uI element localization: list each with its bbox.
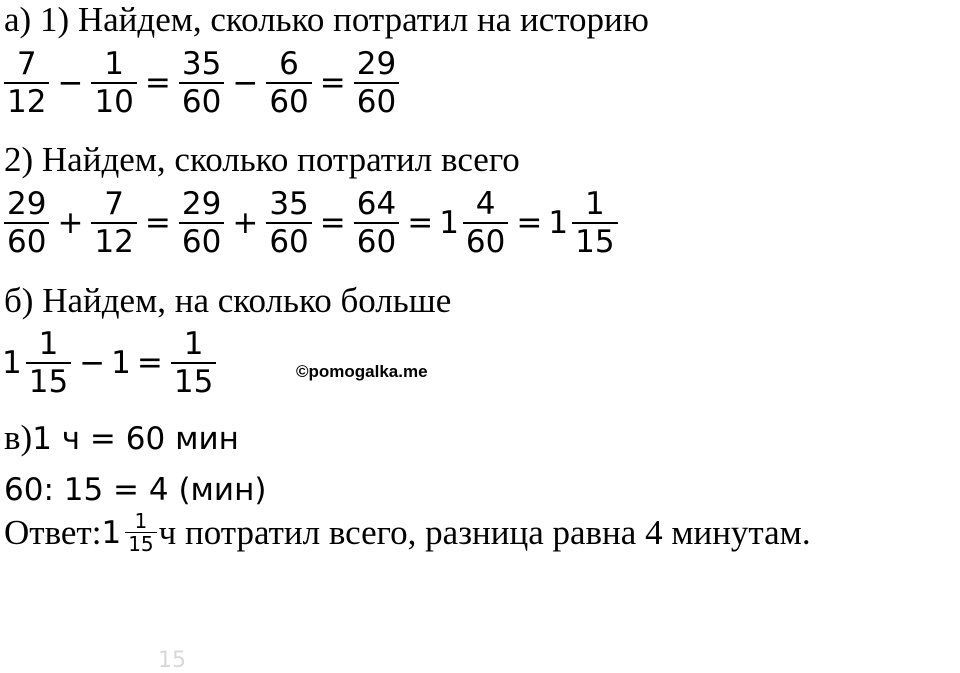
answer-fraction-numerator: 1	[134, 509, 148, 533]
page-number: 15	[158, 648, 186, 673]
answer-fraction	[125, 510, 156, 555]
fraction	[463, 186, 508, 260]
math-operator: +	[57, 205, 84, 241]
fraction-numerator: 29	[356, 46, 397, 82]
mixed-number-integer: 1	[2, 345, 22, 381]
fraction	[266, 186, 311, 260]
heading-part-a2: 2) Найдем, сколько потратил всего	[4, 140, 520, 179]
fraction-numerator: 1	[104, 46, 125, 82]
equation-total-time	[2, 186, 620, 260]
math-operator: +	[232, 205, 259, 241]
fraction	[26, 326, 71, 400]
math-operator: =	[407, 205, 434, 241]
fraction-numerator: 6	[279, 46, 299, 82]
fraction-numerator: 1	[183, 326, 204, 362]
equation-difference	[2, 326, 218, 400]
mixed-number-integer: 1	[548, 205, 569, 241]
fraction-numerator: 29	[7, 186, 47, 222]
fraction-denominator: 12	[4, 82, 49, 120]
fraction	[179, 46, 224, 120]
answer-prefix: Ответ:	[4, 512, 102, 552]
fraction-numerator: 35	[181, 46, 222, 82]
fraction	[354, 186, 399, 260]
fraction	[4, 186, 49, 260]
fraction-numerator: 4	[475, 186, 496, 222]
fraction-denominator: 60	[4, 222, 49, 260]
fraction	[91, 46, 136, 120]
math-operator: =	[136, 345, 163, 381]
math-operator: −	[57, 65, 84, 101]
fraction	[354, 46, 399, 120]
answer-suffix: ч потратил всего, разница равна 4 минутам.	[158, 512, 811, 552]
line-division: 60: 15 = 4 (мин)	[4, 472, 267, 508]
fraction	[572, 186, 617, 260]
math-number: 1	[111, 345, 131, 381]
fraction	[4, 46, 49, 120]
math-operator: −	[79, 345, 106, 381]
math-operator: =	[144, 205, 171, 241]
fraction	[91, 186, 136, 260]
equation-history-time	[2, 46, 401, 120]
fraction-denominator: 60	[179, 222, 224, 260]
fraction	[266, 46, 311, 120]
fraction-denominator: 60	[266, 82, 311, 120]
answer-fraction-denominator: 15	[125, 532, 156, 555]
heading-part-b: б) Найдем, на сколько больше	[4, 281, 452, 320]
fraction-numerator: 29	[181, 186, 222, 222]
fraction-denominator: 60	[266, 222, 311, 260]
math-operator: =	[319, 205, 346, 241]
math-operator: =	[144, 65, 171, 101]
fraction-denominator: 60	[354, 222, 399, 260]
fraction-numerator: 1	[38, 326, 59, 362]
line-part-v	[4, 418, 239, 458]
math-operator: −	[232, 65, 259, 101]
answer-line	[4, 510, 811, 555]
fraction-numerator: 35	[269, 186, 309, 222]
fraction-denominator: 10	[91, 82, 136, 120]
fraction-denominator: 15	[171, 362, 216, 400]
fraction	[179, 186, 224, 260]
fraction-denominator: 12	[91, 222, 136, 260]
fraction	[171, 326, 216, 400]
fraction-denominator: 60	[354, 82, 399, 120]
fraction-numerator: 7	[104, 186, 125, 222]
fraction-denominator: 15	[572, 222, 617, 260]
fraction-numerator: 7	[16, 46, 37, 82]
fraction-numerator: 64	[356, 186, 397, 222]
answer-integer: 1	[101, 514, 122, 551]
fraction-numerator: 1	[584, 186, 605, 222]
watermark-text: ©pomogalka.me	[296, 362, 428, 381]
heading-part-a: а) 1) Найдем, сколько потратил на историю	[4, 0, 649, 39]
fraction-denominator: 60	[179, 82, 224, 120]
part-v-label: в)	[4, 418, 33, 457]
math-operator: =	[319, 65, 346, 101]
part-v-math: 1 ч = 60 мин	[32, 421, 239, 457]
fraction-denominator: 60	[463, 222, 508, 260]
mixed-number-integer: 1	[439, 205, 459, 241]
math-operator: =	[516, 205, 543, 241]
fraction-denominator: 15	[26, 362, 71, 400]
